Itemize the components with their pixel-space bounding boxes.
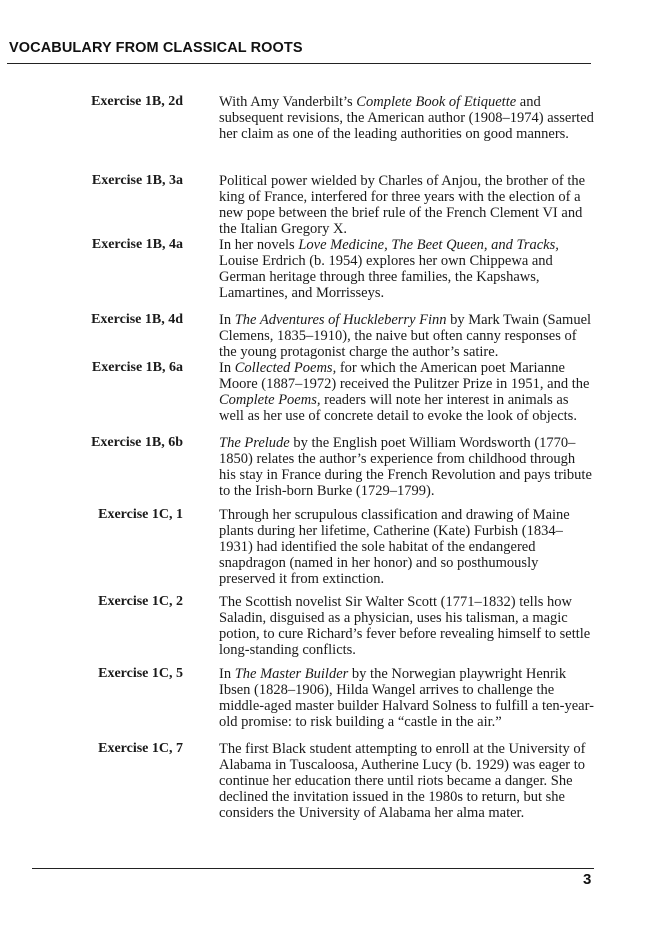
exercise-note-text bbox=[219, 435, 594, 499]
exercise-note-text bbox=[219, 312, 594, 360]
exercise-note bbox=[0, 435, 649, 499]
exercise-note-text bbox=[219, 360, 594, 424]
exercise-note-text bbox=[219, 507, 594, 587]
exercise-label: Exercise 1B, 6b bbox=[91, 435, 183, 450]
note-text-segment: by the English poet William Wordsworth (1770–1850) relates the author’s experience from childhood through his stay in France during the French Revolution and pays tribute to the Irish-born Burke (1729–1799). bbox=[219, 435, 592, 499]
italic-title: Collected Poems, bbox=[234, 360, 337, 376]
running-header: VOCABULARY FROM CLASSICAL ROOTS bbox=[9, 40, 303, 56]
italic-title: The Prelude bbox=[219, 435, 290, 451]
italic-title: Complete Poems, bbox=[219, 392, 321, 408]
note-text-segment: The Scottish novelist Sir Walter Scott (1771–1832) tells how Saladin, disguised as a physician, uses his talisman, a magic potion, to cure Richard’s fever before revealing himself to settle long-standing conflicts. bbox=[219, 594, 591, 658]
exercise-note-text bbox=[219, 741, 594, 821]
exercise-note bbox=[0, 173, 649, 237]
exercise-note-text bbox=[219, 173, 594, 237]
exercise-label: Exercise 1B, 4a bbox=[91, 237, 183, 252]
exercise-note bbox=[0, 237, 649, 301]
exercise-label: Exercise 1C, 2 bbox=[98, 594, 183, 609]
exercise-label: Exercise 1C, 5 bbox=[98, 666, 183, 681]
italic-title: Complete Book of Etiquette bbox=[356, 94, 517, 110]
exercise-note bbox=[0, 360, 649, 424]
exercise-note bbox=[0, 94, 649, 142]
exercise-note-text bbox=[219, 94, 594, 142]
exercise-label: Exercise 1B, 3a bbox=[91, 173, 183, 188]
exercise-label: Exercise 1B, 4d bbox=[91, 312, 183, 327]
note-text-segment: for which the American poet Marianne Moore (1887–1972) received the Pulitzer Prize in 1951, and the bbox=[219, 360, 590, 392]
italic-title: The Master Builder bbox=[234, 666, 349, 682]
note-text-segment: In her novels bbox=[219, 237, 299, 253]
italic-title: Love Medicine, The Beet Queen, and Tracks, bbox=[298, 237, 559, 253]
note-text-segment: by Mark Twain (Samuel Clemens, 1835–1910), the naive but often canny responses of the young protagonist charge the author’s satire. bbox=[219, 312, 592, 360]
exercise-label: Exercise 1B, 6a bbox=[91, 360, 183, 375]
exercise-note-text bbox=[219, 666, 594, 730]
note-text-segment: by the Norwegian playwright Henrik Ibsen (1828–1906), Hilda Wangel arrives to challenge the middle-aged master builder Halvard Solness to fulfill a ten-year-old promise: to risk building a “castle in the air.” bbox=[219, 666, 594, 730]
note-text-segment: Through her scrupulous classification and drawing of Maine plants during her lifetime, Catherine (Kate) Furbish (1834–1931) had identified the sole habitat of the endangered snapdragon (named in her honor) and so posthumously preserved it from extinction. bbox=[219, 507, 570, 587]
exercise-note bbox=[0, 507, 649, 587]
exercise-note bbox=[0, 666, 649, 730]
note-text-segment: Louise Erdrich (b. 1954) explores her own Chippewa and German heritage through three families, the Kapshaws, Lamartines, and Morrisseys. bbox=[219, 253, 553, 301]
note-text-segment: In bbox=[219, 666, 235, 682]
note-text-segment: and subsequent revisions, the American author (1908–1974) asserted her claim as one of the leading authorities on good manners. bbox=[219, 94, 594, 142]
exercise-note bbox=[0, 594, 649, 658]
exercise-label: Exercise 1C, 1 bbox=[98, 507, 183, 522]
exercise-label: Exercise 1C, 7 bbox=[98, 741, 183, 756]
exercise-note bbox=[0, 741, 649, 821]
note-text-segment: readers will note her interest in animals as well as her use of concrete detail to evoke the look of objects. bbox=[219, 392, 577, 424]
note-text-segment: The first Black student attempting to enroll at the University of Alabama in Tuscaloosa, Autherine Lucy (b. 1929) was eager to continue her education there until riots became a danger. She declined the invitation issued in the 1980s to return, but she considers the University of Alabama her alma mater. bbox=[219, 741, 586, 821]
exercise-note bbox=[0, 312, 649, 360]
page-number: 3 bbox=[583, 871, 592, 888]
header-rule bbox=[7, 63, 591, 64]
italic-title: The Adventures of Huckleberry Finn bbox=[234, 312, 447, 328]
note-text-segment: In bbox=[219, 360, 235, 376]
note-text-segment: Political power wielded by Charles of Anjou, the brother of the king of France, interfered for three years with the election of a new pope between the brief rule of the French Clement VI and the Italian Gregory X. bbox=[219, 173, 586, 237]
exercise-label: Exercise 1B, 2d bbox=[91, 94, 183, 109]
exercise-note-text bbox=[219, 594, 594, 658]
note-text-segment: With Amy Vanderbilt’s bbox=[219, 94, 357, 110]
exercise-note-text bbox=[219, 237, 594, 301]
note-text-segment: In bbox=[219, 312, 235, 328]
footer-rule bbox=[32, 868, 594, 869]
